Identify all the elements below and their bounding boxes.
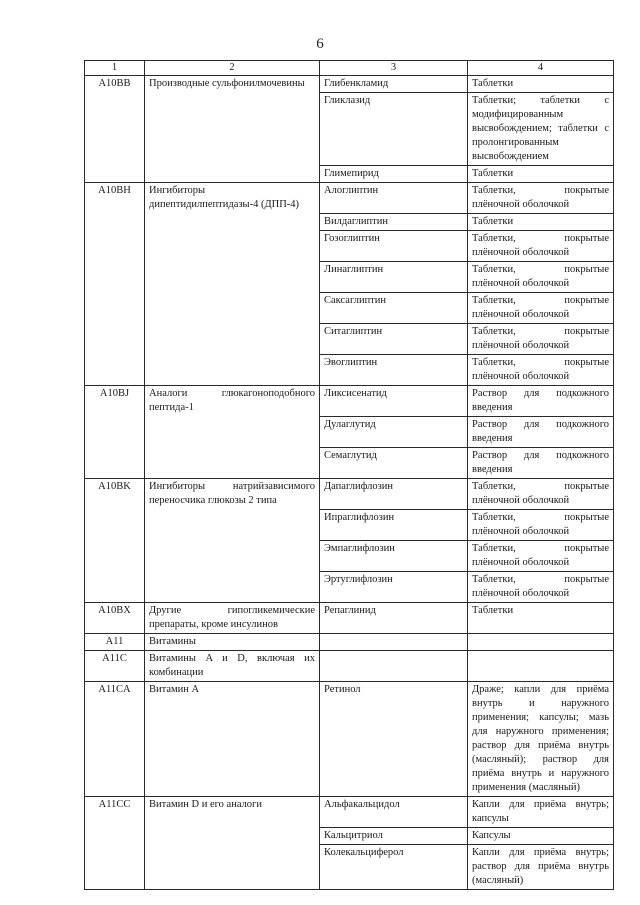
atc-group-cell: Ингибиторы натрийзависимого переносчика глюкозы 2 типа: [145, 479, 320, 603]
table-row: [85, 479, 614, 510]
dosage-form-cell: Таблетки: [468, 166, 614, 183]
atc-group-cell: Аналоги глюкагоноподобного пептида-1: [145, 386, 320, 479]
table-row: [85, 183, 614, 214]
drug-name-cell: Ретинол: [320, 682, 468, 797]
header-row: [85, 61, 614, 76]
dosage-form-cell: Таблетки, покрытые плёночной оболочкой: [468, 510, 614, 541]
drug-name-cell: Эртуглифлозин: [320, 572, 468, 603]
dosage-form-cell: Таблетки: [468, 76, 614, 93]
dosage-form-cell: Таблетки, покрытые плёночной оболочкой: [468, 231, 614, 262]
drug-name-cell: Эвоглиптин: [320, 355, 468, 386]
atc-code-cell: A11CC: [85, 797, 145, 890]
dosage-form-cell: [468, 651, 614, 682]
atc-group-cell: Ингибиторы дипептидилпептидазы-4 (ДПП-4): [145, 183, 320, 386]
drug-name-cell: Дапаглифлозин: [320, 479, 468, 510]
dosage-form-cell: Таблетки, покрытые плёночной оболочкой: [468, 479, 614, 510]
drug-name-cell: Эмпаглифлозин: [320, 541, 468, 572]
atc-code-cell: A10BX: [85, 603, 145, 634]
column-header: 1: [85, 61, 145, 76]
table-row: [85, 634, 614, 651]
table-row: [85, 603, 614, 634]
dosage-form-cell: Таблетки: [468, 603, 614, 634]
atc-code-cell: A11C: [85, 651, 145, 682]
column-header: 4: [468, 61, 614, 76]
atc-group-cell: Витамины A и D, включая их комбинации: [145, 651, 320, 682]
drug-name-cell: Ликсисенатид: [320, 386, 468, 417]
drug-name-cell: Дулаглутид: [320, 417, 468, 448]
dosage-form-cell: Таблетки: [468, 214, 614, 231]
drug-name-cell: Глибенкламид: [320, 76, 468, 93]
atc-code-cell: A11: [85, 634, 145, 651]
atc-code-cell: A10BH: [85, 183, 145, 386]
drug-name-cell: [320, 651, 468, 682]
drug-name-cell: Гликлазид: [320, 93, 468, 166]
dosage-form-cell: Таблетки, покрытые плёночной оболочкой: [468, 572, 614, 603]
atc-code-cell: A10BK: [85, 479, 145, 603]
dosage-form-cell: Таблетки; таблетки с модифицированным высвобождением; таблетки с пролонгированным высвобождением: [468, 93, 614, 166]
drug-table: [84, 60, 614, 890]
atc-group-cell: Производные сульфонилмочевины: [145, 76, 320, 183]
atc-group-cell: Витамины: [145, 634, 320, 651]
dosage-form-cell: Раствор для подкожного введения: [468, 448, 614, 479]
drug-name-cell: Репаглинид: [320, 603, 468, 634]
drug-name-cell: Глимепирид: [320, 166, 468, 183]
drug-name-cell: Линаглиптин: [320, 262, 468, 293]
dosage-form-cell: Капсулы: [468, 828, 614, 845]
atc-group-cell: Витамин A: [145, 682, 320, 797]
dosage-form-cell: Таблетки, покрытые плёночной оболочкой: [468, 293, 614, 324]
dosage-form-cell: Таблетки, покрытые плёночной оболочкой: [468, 541, 614, 572]
table-row: [85, 797, 614, 828]
column-header: 3: [320, 61, 468, 76]
dosage-form-cell: Таблетки, покрытые плёночной оболочкой: [468, 324, 614, 355]
drug-name-cell: Колекальциферол: [320, 845, 468, 890]
dosage-form-cell: Драже; капли для приёма внутрь и наружного применения; капсулы; мазь для наружного применения; раствор для приёма внутрь (масляный); раствор для приёма внутрь и наружного применения (масляный): [468, 682, 614, 797]
drug-name-cell: Алоглиптин: [320, 183, 468, 214]
drug-name-cell: Ипраглифлозин: [320, 510, 468, 541]
dosage-form-cell: Таблетки, покрытые плёночной оболочкой: [468, 355, 614, 386]
dosage-form-cell: Таблетки, покрытые плёночной оболочкой: [468, 262, 614, 293]
table-row: [85, 651, 614, 682]
atc-group-cell: Другие гипогликемические препараты, кроме инсулинов: [145, 603, 320, 634]
drug-name-cell: Семаглутид: [320, 448, 468, 479]
drug-name-cell: Гозоглиптин: [320, 231, 468, 262]
drug-name-cell: Кальцитриол: [320, 828, 468, 845]
dosage-form-cell: Капли для приёма внутрь; раствор для приёма внутрь (масляный): [468, 845, 614, 890]
dosage-form-cell: [468, 634, 614, 651]
table-row: [85, 386, 614, 417]
atc-group-cell: Витамин D и его аналоги: [145, 797, 320, 890]
dosage-form-cell: Таблетки, покрытые плёночной оболочкой: [468, 183, 614, 214]
column-header: 2: [145, 61, 320, 76]
atc-code-cell: A10BJ: [85, 386, 145, 479]
page-number: 6: [316, 36, 324, 52]
drug-name-cell: [320, 634, 468, 651]
dosage-form-cell: Капли для приёма внутрь; капсулы: [468, 797, 614, 828]
drug-name-cell: Альфакальцидол: [320, 797, 468, 828]
drug-name-cell: Вилдаглиптин: [320, 214, 468, 231]
table-row: [85, 682, 614, 797]
dosage-form-cell: Раствор для подкожного введения: [468, 386, 614, 417]
atc-code-cell: A10BB: [85, 76, 145, 183]
atc-code-cell: A11CA: [85, 682, 145, 797]
drug-name-cell: Саксаглиптин: [320, 293, 468, 324]
drug-name-cell: Ситаглиптин: [320, 324, 468, 355]
table-row: [85, 76, 614, 93]
dosage-form-cell: Раствор для подкожного введения: [468, 417, 614, 448]
